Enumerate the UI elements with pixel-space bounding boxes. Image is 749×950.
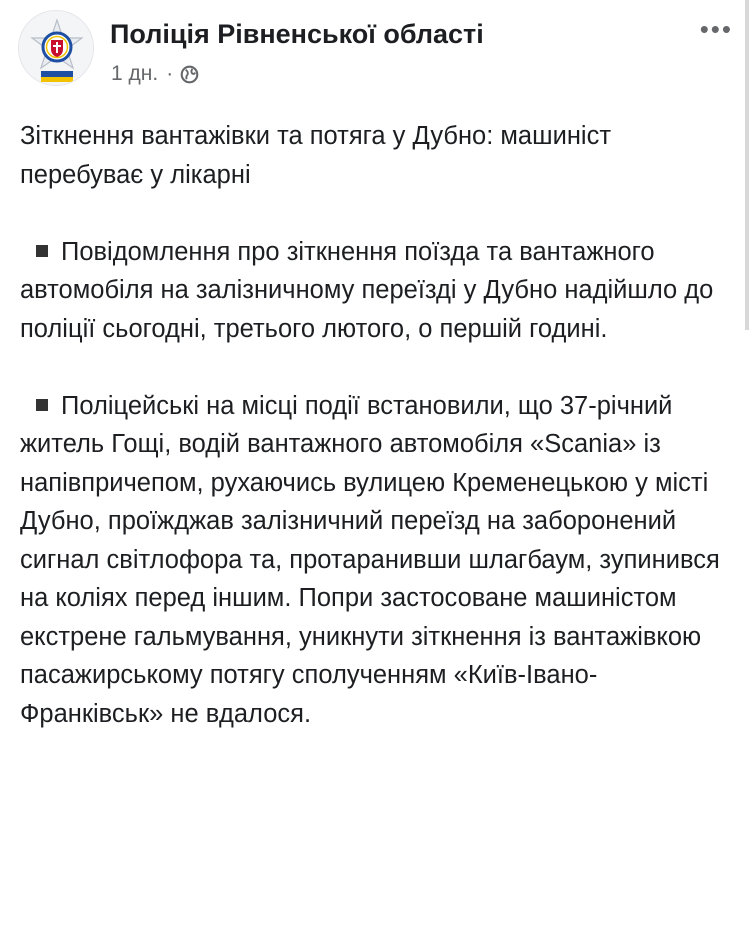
post-meta [111,62,199,86]
post-paragraph-2 [20,387,735,734]
globe-icon [180,65,199,84]
bullet-icon [36,245,48,257]
page-avatar[interactable] [18,10,94,86]
page-name-link[interactable]: Поліція Рівненської області [110,19,484,49]
scrollbar[interactable] [745,0,749,330]
bullet-icon [36,399,48,411]
post-header [18,10,733,92]
post-paragraph-1 [20,233,735,349]
post-body [20,117,735,772]
meta-separator: · [166,62,174,85]
paragraph-text: Повідомлення про зіткнення поїзда та вантажного автомобіля на залізничному переїзді у Дубно надійшло до поліції сьогодні, третього лютого, о першій годині. [20,237,714,343]
police-badge-icon [19,11,94,86]
post-timestamp[interactable]: 1 дн. [111,62,159,85]
more-options-icon[interactable]: ••• [699,14,733,44]
post-title: Зіткнення вантажівки та потяга у Дубно: машиніст перебуває у лікарні [20,122,611,189]
paragraph-text: Поліцейські на місці події встановили, що 37-річний житель Гощі, водій вантажного автомобіля «Scania» із напівпричепом, рухаючись вулицею Кременецькою у місті Дубно, проїжджав залізничний переїзд на заборонений сигнал світлофора та, протаранивши шлагбаум, зупинився на коліях перед іншим. Попри застосоване машиністом екстрене гальмування, уникнути зіткнення із вантажівкою пасажирському потягу сполученням «Київ-Івано-Франківськ» не вдалося. [20,391,720,728]
